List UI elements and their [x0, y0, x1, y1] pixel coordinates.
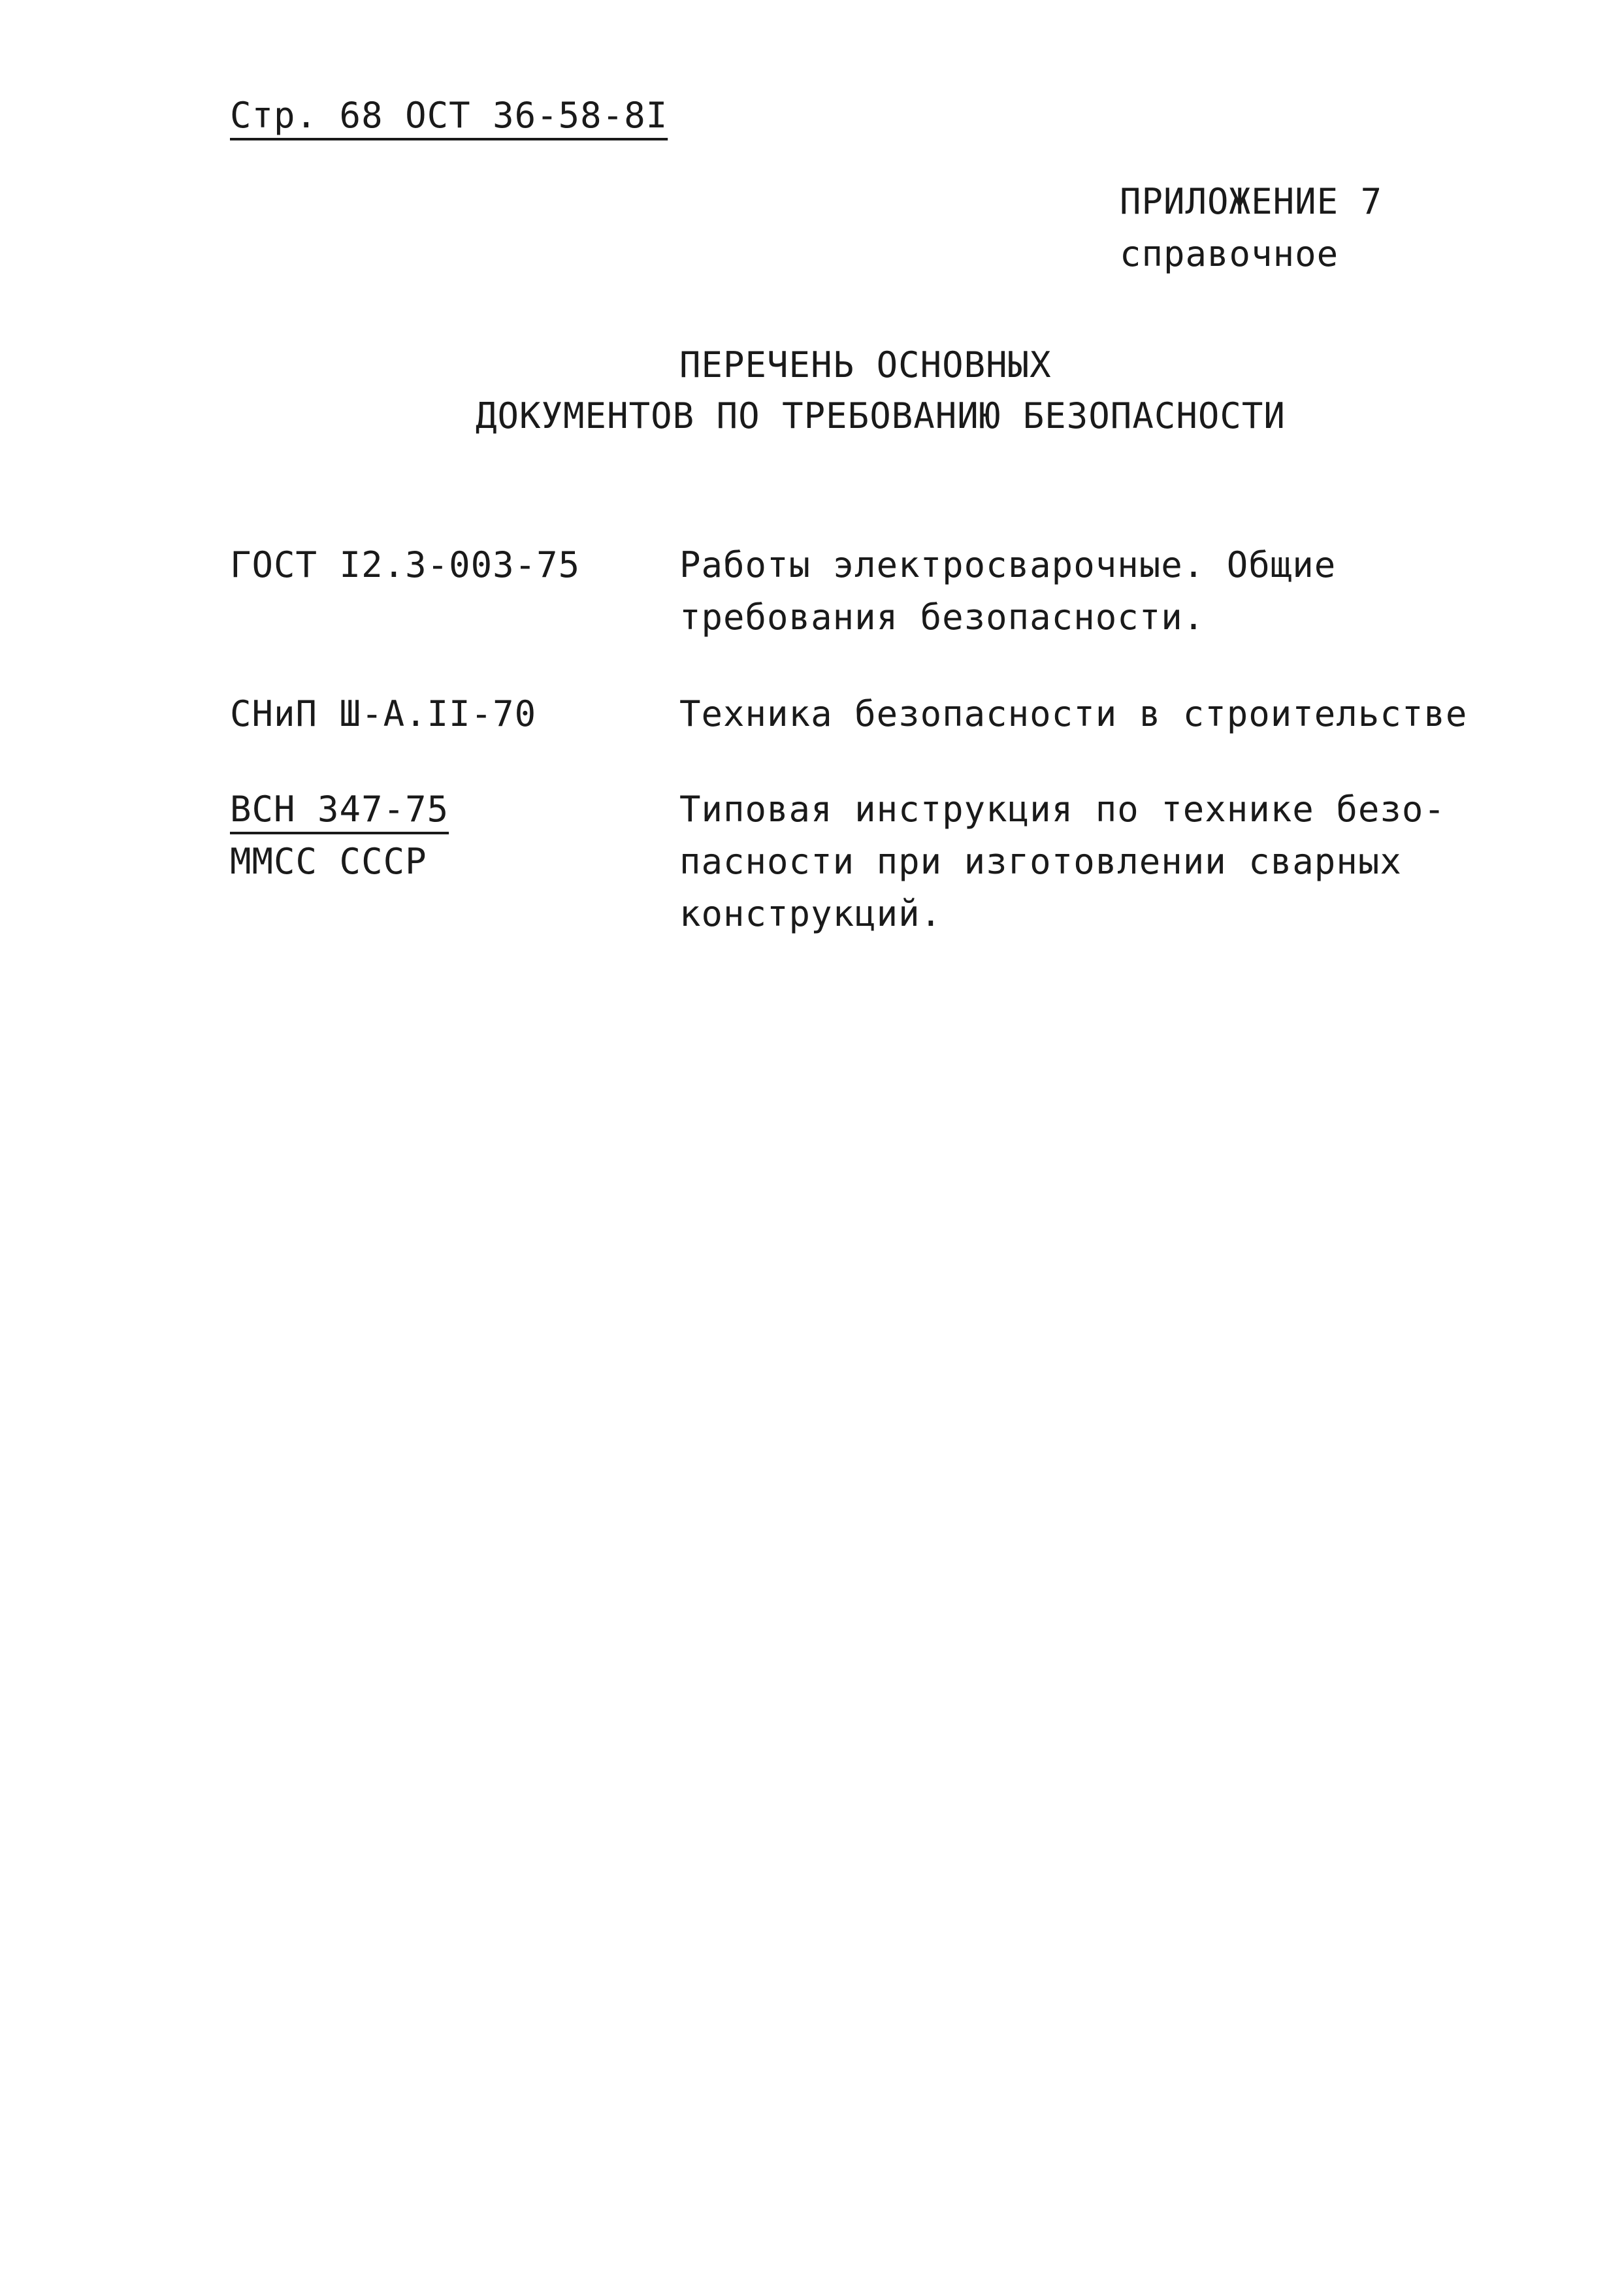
entry-code: СНиП Ш-А.II-70: [230, 693, 537, 734]
entry-description: требования безопасности.: [679, 597, 1205, 638]
document-heading-line-2: ДОКУМЕНТОВ ПО ТРЕБОВАНИЮ БЕЗОПАСНОСТИ: [476, 395, 1286, 436]
appendix-subtitle: справочное: [1120, 233, 1339, 274]
entry-description: конструкций.: [679, 893, 943, 934]
entry-description: Техника безопасности в строительстве: [679, 693, 1468, 734]
document-heading-line-1: ПЕРЕЧЕНЬ ОСНОВНЫХ: [679, 344, 1052, 385]
entry-code-organization: ММСС СССР: [230, 841, 427, 882]
entry-description: Работы электросварочные. Общие: [679, 544, 1337, 585]
entry-description: пасности при изготовлении сварных: [679, 841, 1402, 882]
entry-description: Типовая инструкция по технике безо-: [679, 789, 1446, 830]
page-reference: Стр. 68 ОСТ 36-58-8I: [230, 95, 668, 136]
entry-code: ВСН 347-75: [230, 789, 449, 830]
entry-code: ГОСТ I2.3-003-75: [230, 544, 581, 585]
appendix-title: ПРИЛОЖЕНИЕ 7: [1120, 181, 1383, 222]
